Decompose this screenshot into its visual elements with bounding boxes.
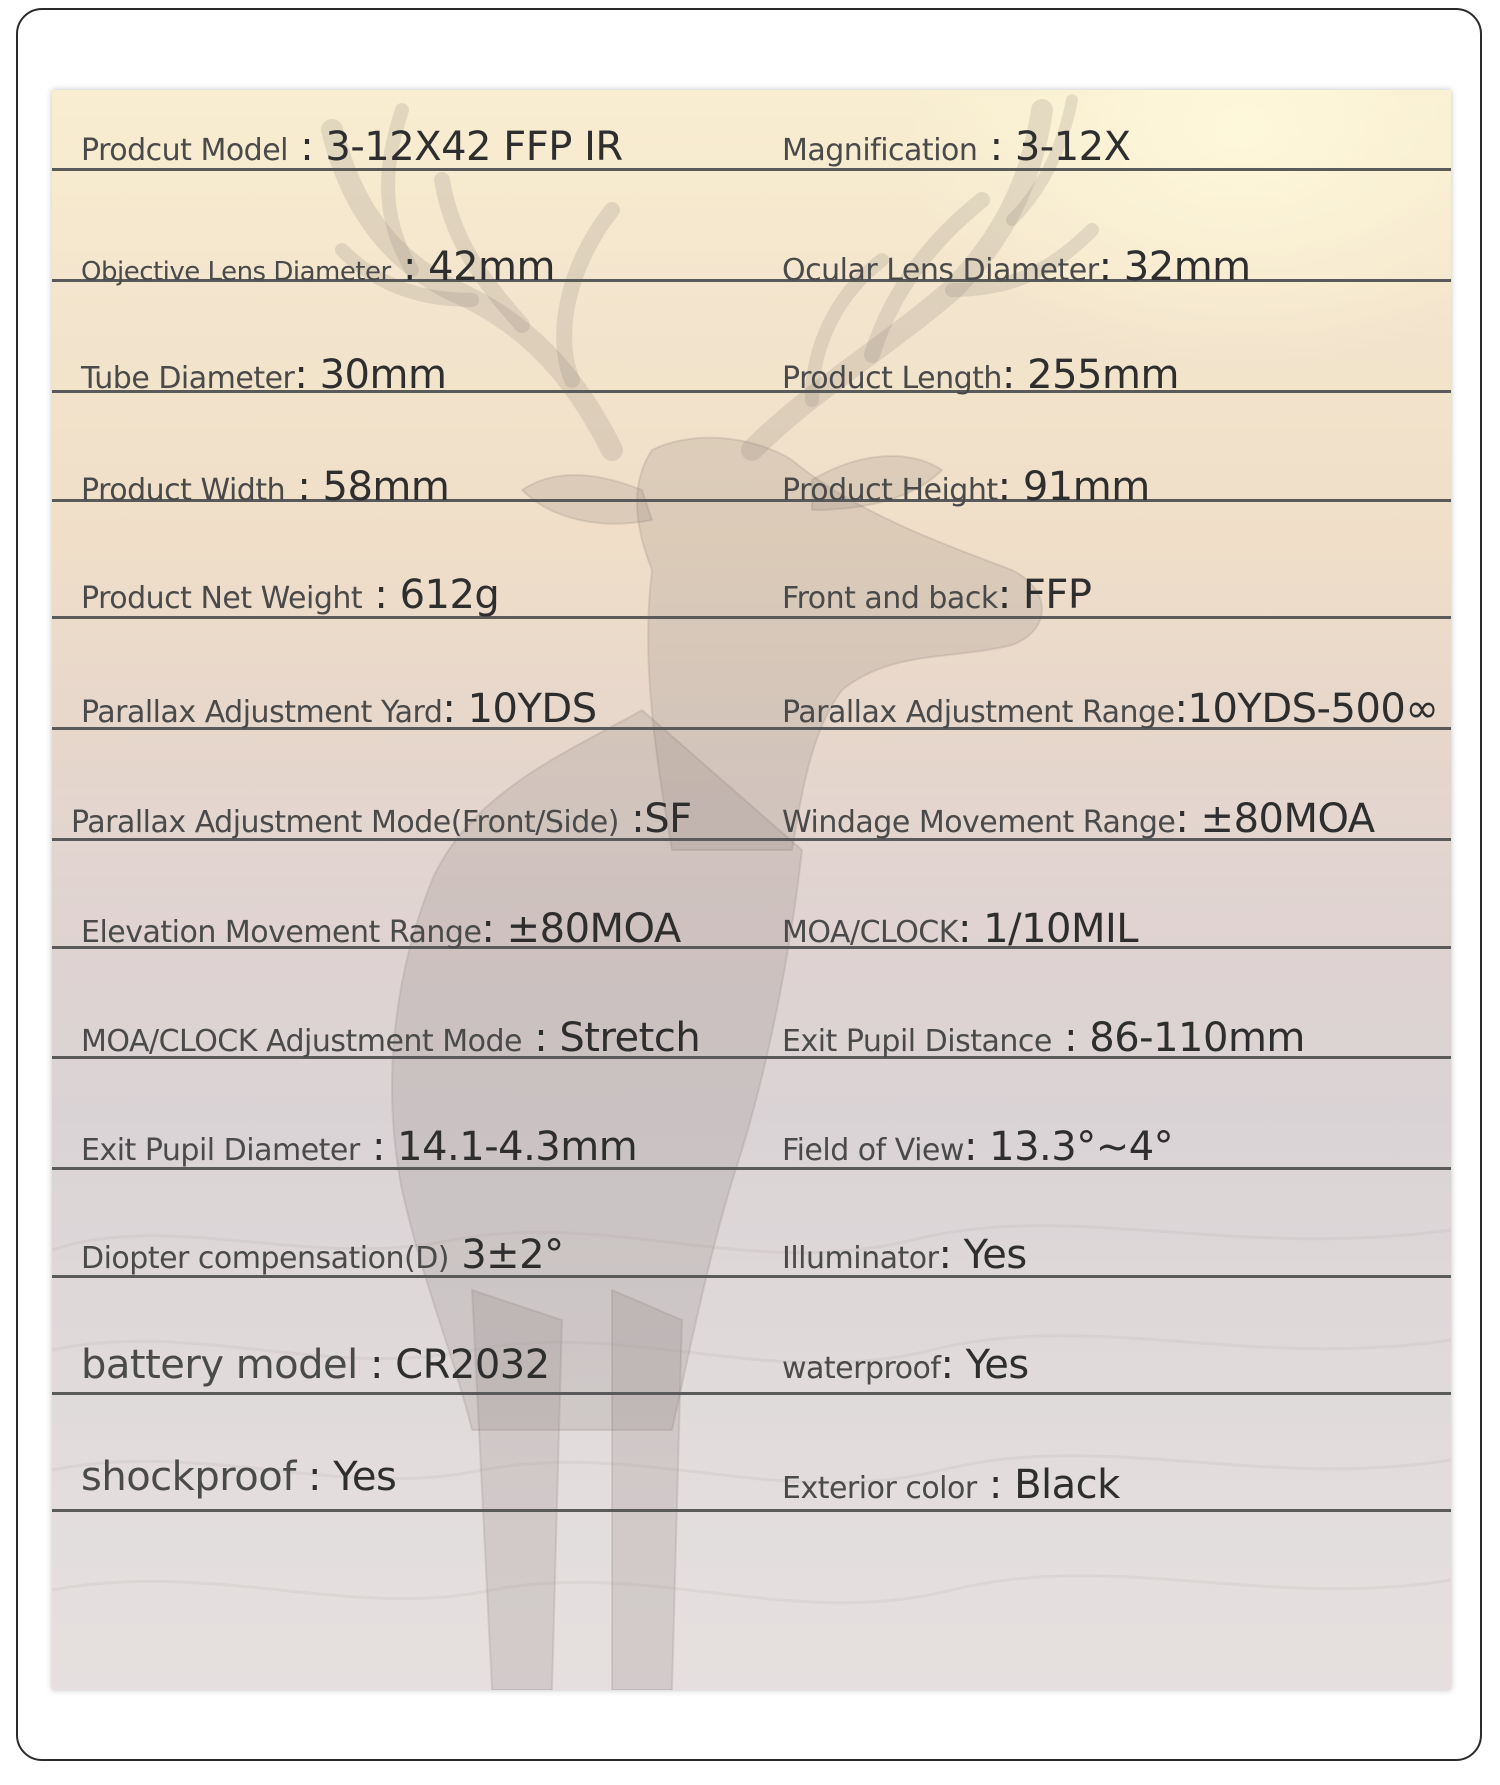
spec-separator: : [963, 1124, 990, 1170]
spec-right [782, 124, 1131, 170]
spec-value: Stretch [559, 1015, 701, 1061]
spec-label: Elevation Movement Range [81, 915, 482, 950]
spec-left [81, 686, 597, 732]
spec-separator: : [442, 686, 468, 732]
spec-label: Exterior color [782, 1471, 977, 1506]
spec-separator: : [359, 1124, 398, 1170]
spec-left [81, 906, 681, 952]
spec-label: Ocular Lens Diameter [782, 253, 1099, 288]
spec-separator: : [294, 352, 320, 398]
spec-separator: : [521, 1015, 560, 1061]
spec-sheet [52, 90, 1451, 1690]
spec-value: 30mm [319, 352, 447, 398]
spec-value: 14.1-4.3mm [397, 1124, 638, 1170]
spec-value: 10YDS [467, 686, 597, 732]
spec-label: battery model [81, 1342, 358, 1388]
spec-separator: : [977, 124, 1015, 170]
spec-value: SF [644, 796, 692, 842]
spec-left [81, 1015, 700, 1061]
spec-separator: : [481, 906, 507, 952]
spec-value: 86-110mm [1089, 1015, 1305, 1061]
spec-label: Parallax Adjustment Yard [81, 695, 443, 730]
spec-separator: : [976, 1462, 1015, 1508]
spec-label: Diopter compensation(D) [81, 1241, 449, 1276]
spec-separator: : [940, 1342, 966, 1388]
spec-separator: : [390, 244, 429, 290]
spec-label: waterproof [782, 1351, 941, 1386]
spec-separator: : [997, 464, 1023, 510]
spec-value: 3±2° [461, 1232, 564, 1278]
spec-right [782, 1015, 1305, 1061]
spec-value: 255mm [1027, 352, 1179, 398]
spec-value: 91mm [1022, 464, 1150, 510]
spec-value: CR2032 [395, 1342, 550, 1388]
spec-left [81, 1342, 550, 1388]
spec-right [782, 906, 1138, 952]
spec-right [782, 352, 1179, 398]
spec-value: Black [1014, 1462, 1120, 1508]
spec-label: Product Width [81, 473, 286, 508]
spec-separator: : [285, 464, 323, 510]
spec-value: 58mm [322, 464, 450, 510]
spec-label: MOA/CLOCK [782, 915, 958, 950]
spec-left [81, 572, 499, 618]
spec-left [71, 796, 692, 842]
spec-separator: : [957, 906, 984, 952]
spec-separator: : [618, 796, 645, 842]
spec-label: Exit Pupil Distance [782, 1024, 1052, 1059]
spec-right [782, 1342, 1029, 1388]
spec-left [81, 1124, 637, 1170]
spec-separator [449, 1232, 461, 1278]
spec-separator: : [938, 1232, 964, 1278]
spec-value: 612g [399, 572, 500, 618]
spec-left [81, 1454, 396, 1500]
spec-value: 3-12X [1014, 124, 1131, 170]
spec-value: 1/10MIL [983, 906, 1139, 952]
spec-value: 32mm [1123, 244, 1251, 290]
spec-label: Prodcut Model [81, 133, 289, 168]
spec-label: shockproof [81, 1454, 296, 1500]
spec-label: Exit Pupil Diameter [81, 1133, 360, 1168]
spec-right [782, 1124, 1173, 1170]
spec-table [52, 90, 1451, 1690]
spec-separator: : [997, 572, 1023, 618]
spec-label: Windage Movement Range [782, 805, 1176, 840]
spec-label: Illuminator [782, 1241, 939, 1276]
spec-separator: : [1051, 1015, 1090, 1061]
spec-label: Front and back [782, 581, 998, 616]
spec-label: Magnification [782, 133, 978, 168]
spec-right [782, 1462, 1120, 1508]
spec-separator: : [295, 1454, 334, 1500]
spec-label: Field of View [782, 1133, 964, 1168]
spec-left [81, 352, 446, 398]
spec-value: 10YDS-500∞ [1187, 686, 1439, 732]
spec-separator: : [357, 1342, 396, 1388]
spec-right [782, 572, 1092, 618]
spec-value: 3-12X42 FFP IR [325, 124, 623, 170]
spec-label: MOA/CLOCK Adjustment Mode [81, 1024, 522, 1059]
spec-value: ±80MOA [506, 906, 681, 952]
spec-label: Product Net Weight [81, 581, 363, 616]
spec-label: Product Height [782, 473, 998, 508]
spec-separator: : [1098, 244, 1124, 290]
spec-separator: : [288, 124, 326, 170]
spec-value: 42mm [428, 244, 555, 290]
spec-value: 13.3°~4° [989, 1124, 1174, 1170]
spec-right [782, 686, 1438, 732]
spec-left [81, 1232, 564, 1278]
spec-label: Product Length [782, 361, 1002, 396]
spec-label: Tube Diameter [81, 361, 295, 396]
spec-right [782, 796, 1375, 842]
spec-label: Objective Lens Diameter [81, 257, 391, 287]
spec-value: FFP [1022, 572, 1092, 618]
spec-separator: : [1175, 796, 1201, 842]
spec-value: Yes [333, 1454, 397, 1500]
spec-label: Parallax Adjustment Mode(Front/Side) [71, 805, 619, 840]
spec-separator: : [1001, 352, 1028, 398]
spec-value: Yes [965, 1342, 1029, 1388]
spec-value: ±80MOA [1200, 796, 1375, 842]
spec-left [81, 124, 623, 170]
spec-separator: : [1174, 686, 1188, 732]
spec-value: Yes [963, 1232, 1027, 1278]
spec-separator: : [362, 572, 400, 618]
spec-label: Parallax Adjustment Range [782, 695, 1175, 730]
spec-right [782, 1232, 1027, 1278]
